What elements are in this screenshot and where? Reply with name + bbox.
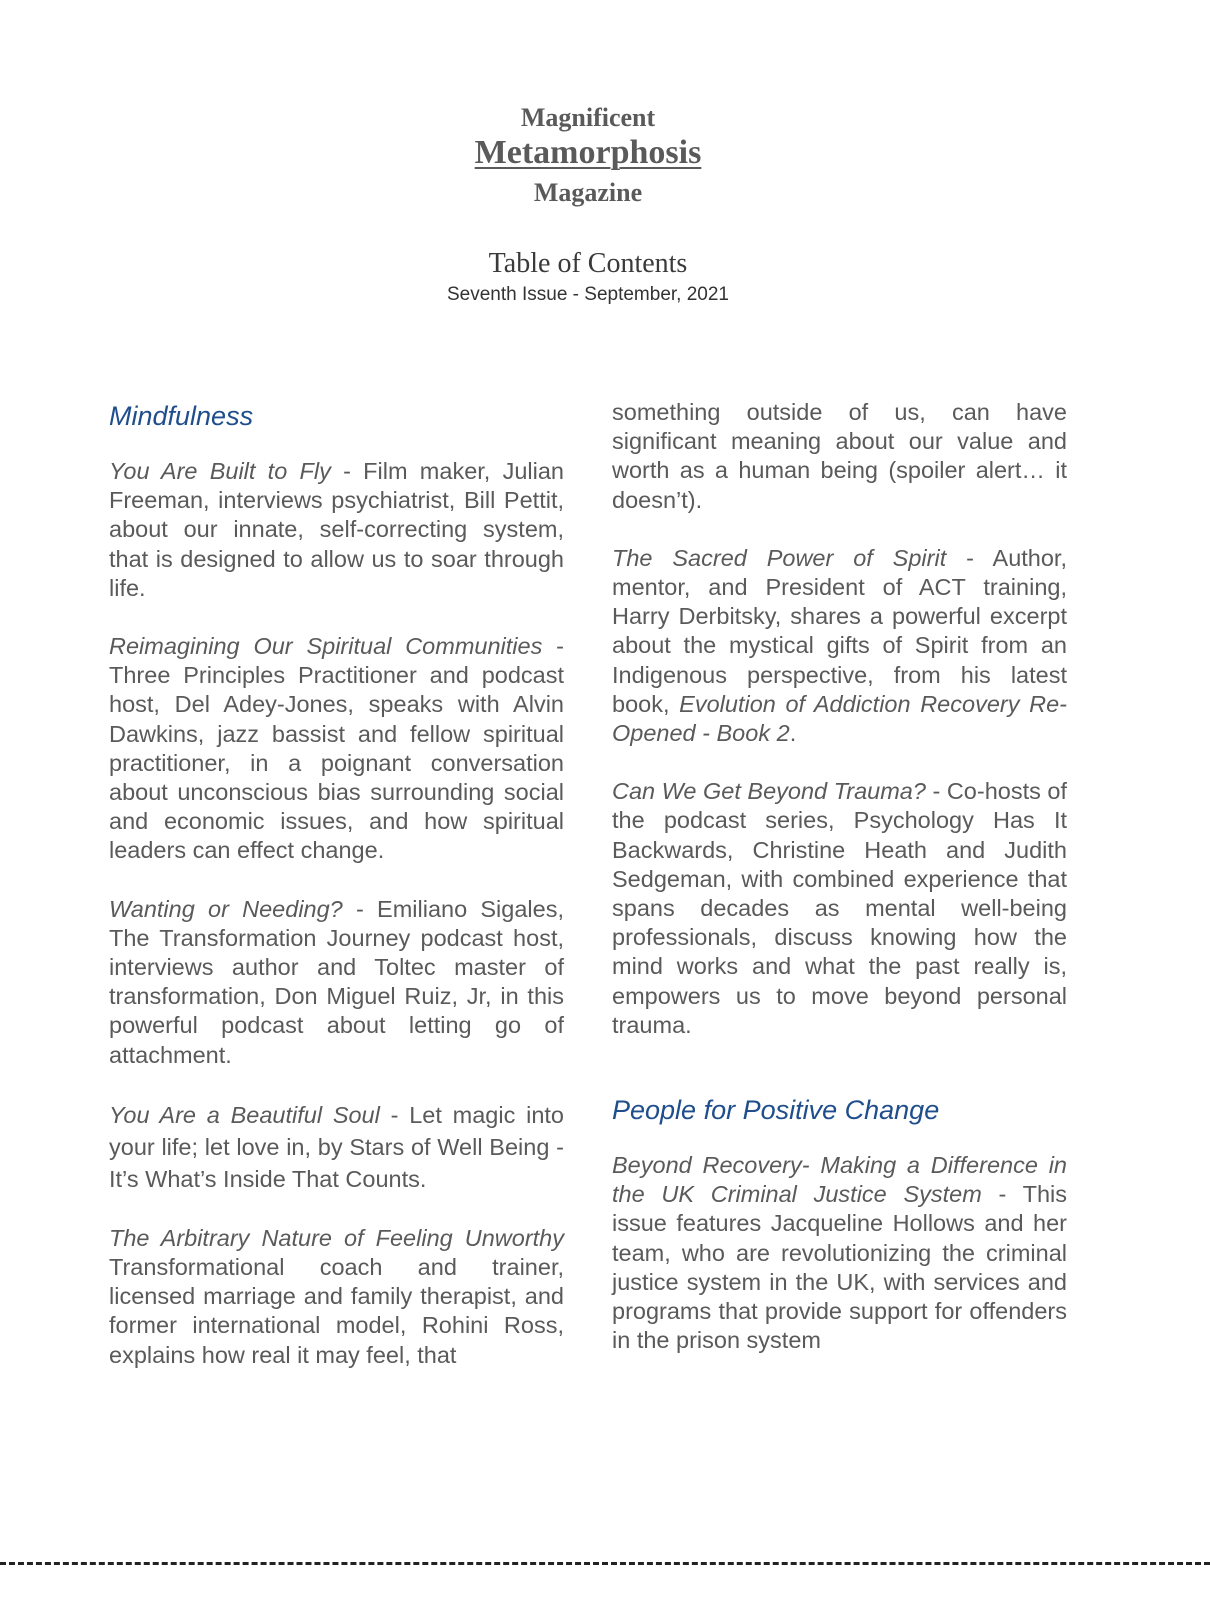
toc-entry [109,895,564,1070]
entry-title[interactable]: Can We Get Beyond Trauma? [612,778,926,805]
page-break-divider [0,1562,1210,1565]
toc-entry [109,632,564,866]
toc-entry [612,777,1067,1040]
entry-title[interactable]: Wanting or Needing? [109,895,343,922]
entry-description: - Three Principles Practitioner and podcast host, Del Adey-Jones, speaks with Alvin Dawkins, jazz bassist and fellow spiritual practitioner, in a poignant conversation about unconscious bias surrounding social and economic issues, and how spiritual leaders can effect change. [109,633,564,864]
toc-entry [612,1151,1067,1355]
entry-title[interactable]: You Are Built to Fly [109,458,331,484]
masthead-title [0,134,1176,172]
toc-title: Table of Contents [488,248,688,279]
section-heading-people-for-positive-change: People for Positive Change [612,1095,940,1126]
toc-entry [109,457,564,603]
entry-description: - Author, mentor, and President of ACT training, Harry Derbitsky, shares a powerful excerpt about the mystical gifts of Spirit from an Indigenous perspective, from his latest book, [612,544,1067,717]
entry-description: Transformational coach and trainer, licensed marriage and family therapist, and former international model, Rohini Ross, explains how real it may feel, that [109,1254,564,1368]
entry-description: - Emiliano Sigales, The Transformation Journey podcast host, interviews author and Toltec master of transformation, Don Miguel Ruiz, Jr, in this powerful podcast about letting go of attachment. [109,895,564,1068]
entry-title[interactable]: You Are a Beautiful Soul [109,1101,380,1128]
toc-entry [612,544,1067,748]
issue-subtitle: Seventh Issue - September, 2021 [446,284,729,305]
masthead-metamorphosis: Metamorphosis [474,134,702,171]
entry-title[interactable]: Reimagining Our Spiritual Communities [109,633,543,660]
entry-title[interactable]: Beyond Recovery- Making a Difference in the UK Criminal Justice System [612,1152,1067,1208]
entry-end: . [789,720,797,747]
toc-entry [109,1099,564,1195]
entry-continuation: something outside of us, can have significant meaning about our value and worth as a human being (spoiler alert… it doesn’t). [612,399,1067,513]
left-column [109,398,564,1399]
masthead-magazine: Magazine [533,178,643,207]
entry-description: - This issue features Jacqueline Hollows and her team, who are revolutionizing the criminal justice system in the UK, with services and programs that provide support for offenders in the prison system [612,1181,1068,1354]
masthead-magnificent: Magnificent [520,103,656,132]
section-heading-mindfulness: Mindfulness [109,401,254,431]
entry-title[interactable]: The Sacred Power of Spirit [612,544,947,571]
entry-description: - Let magic into your life; let love in, by Stars of Well Being - It’s What’s Inside That Counts. [109,1101,565,1192]
entry-description: - Co-hosts of the podcast series, Psychology Has It Backwards, Christine Heath and Judith Sedgeman, with combined experience that spans decades as mental well-being professionals, discuss knowing how the mind works and what the past really is, empowers us to move beyond personal trauma. [612,778,1067,1038]
toc-entry [109,1224,564,1370]
right-column [612,398,1067,1384]
entry-description: - Film maker, Julian Freeman, interviews psychiatrist, Bill Pettit, about our innate, self-correcting system, that is designed to allow us to soar through life. [109,458,564,601]
book-title: Evolution of Addiction Recovery Re-Opened - Book 2 [612,690,1067,747]
entry-title[interactable]: The Arbitrary Nature of Feeling Unworthy [109,1224,564,1251]
